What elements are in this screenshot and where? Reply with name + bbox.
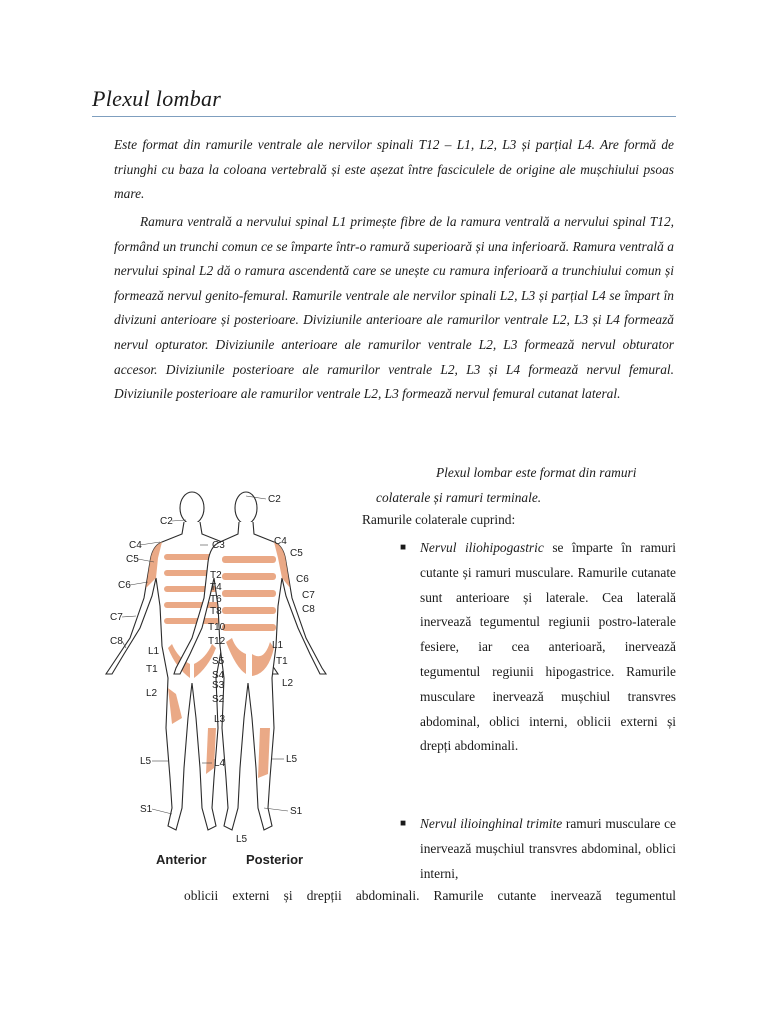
label-s4: S4 <box>212 670 225 681</box>
label-c8: C8 <box>110 636 123 647</box>
label-t4: T4 <box>210 582 222 593</box>
label-l3: L3 <box>214 714 226 725</box>
label-post-c5: C5 <box>290 548 303 559</box>
label-post-l5: L5 <box>286 754 298 765</box>
label-post-c4: C4 <box>274 536 287 547</box>
label-post-c8: C8 <box>302 604 315 615</box>
bullet-text: ramuri musculare ce inervează mușchiul transvres abdominal, oblici interni, <box>420 816 676 881</box>
label-l4: L4 <box>214 758 226 769</box>
caption-anterior: Anterior <box>156 852 207 867</box>
label-c4: C4 <box>129 540 142 551</box>
bullet-term: Nervul ilioinghinal trimite <box>420 816 563 831</box>
collaterals-heading: Ramurile colaterale cuprind: <box>362 512 516 527</box>
caption-posterior: Posterior <box>246 852 304 867</box>
label-c5: C5 <box>126 554 139 565</box>
label-l2: L2 <box>146 688 158 699</box>
label-post-c2: C2 <box>268 494 281 505</box>
label-post-l2: L2 <box>282 678 294 689</box>
label-t8: T8 <box>210 606 222 617</box>
title-rule <box>92 116 676 117</box>
label-t1: T1 <box>146 664 158 675</box>
label-s3: S3 <box>212 680 225 691</box>
last-line: oblicii externi și drepții abdominali. Ramurile cutante inervează tegumentul <box>184 888 676 903</box>
list-item <box>400 812 676 886</box>
label-c6: C6 <box>118 580 131 591</box>
paragraph-intro: Este format din ramurile ventrale ale nervilor spinali T12 – L1, L2, L3 și parțial L4. Are formă de triunghi cu baza la coloana vertebrală și este așezat între fasciculele de origine ale mușchiului psoas mare. <box>114 137 674 202</box>
plex-format-line2: colaterale și ramuri terminale. <box>376 490 542 505</box>
label-post-t1: T1 <box>276 656 288 667</box>
label-post-l1: L1 <box>272 640 284 651</box>
label-l1: L1 <box>148 646 160 657</box>
label-post-c6: C6 <box>296 574 309 585</box>
dermatome-figure <box>96 478 346 878</box>
label-c7: C7 <box>110 612 123 623</box>
label-post-s1: S1 <box>290 806 303 817</box>
plex-format-line1: Plexul lombar este format din ramuri <box>436 465 637 480</box>
bullet-text: se împarte în ramuri cutante și ramuri musculare. Ramurile cutanate sunt anterioare și laterale. Cea laterală inervează tegumentul regiunii postro-laterale fesiere, iar cea anterioară, inervează tegumentul regiunii hipogastrice. Ramurile musculare inervează mușchiul transvres abdominal, oblici interni, oblicii externi și drepți abdominali. <box>420 540 676 754</box>
label-t12: T12 <box>208 636 226 647</box>
label-s2: S2 <box>212 694 225 705</box>
bullet-term: Nervul iliohipogastric <box>420 540 544 555</box>
label-c2: C2 <box>160 516 173 527</box>
label-s1: S1 <box>140 804 153 815</box>
label-l5: L5 <box>140 756 152 767</box>
list-item <box>400 536 676 759</box>
bullet-icon: ■ <box>400 542 407 553</box>
page-title: Plexul lombar <box>92 86 222 111</box>
paragraph-plex-format <box>368 460 674 510</box>
label-s5: S5 <box>212 656 225 667</box>
label-c3: C3 <box>212 540 225 551</box>
label-t10: T10 <box>208 622 226 633</box>
label-post-l5b: L5 <box>236 834 248 845</box>
label-t6: T6 <box>210 594 222 605</box>
label-t2: T2 <box>210 570 222 581</box>
label-post-c7: C7 <box>302 590 315 601</box>
bullet-icon: ■ <box>400 818 407 829</box>
paragraph-ramura-ventrala: Ramura ventrală a nervului spinal L1 primește fibre de la ramura ventrală a nervului spinal T12, formând un trunchi comun ce se împarte într-o ramură superioară și una inferioară. Ramura ventrală a nervului spinal L2 dă o ramura ascendentă care se unește cu ramura inferioară a trunchiului comun și formează nervul genito-femural. Ramurile ventrale ale nervilor spinali L2, L3 și parțial L4 se împart în divizuni anterioare și posterioare. Diviziunile anterioare ale ramurilor ventrale L2, L3 și L4 formează nervul opturator. Diviziunile anterioare ale ramurilor ventrale L2, L3 formează nervul obturator accesor. Diviziunile posterioare ale ramurilor ventrale L2, L3 și L4 formează nervul femural. Diviziunile posterioare ale ramurilor ventrale L2, L3 formează nervul femural cutanat lateral. <box>114 214 674 402</box>
